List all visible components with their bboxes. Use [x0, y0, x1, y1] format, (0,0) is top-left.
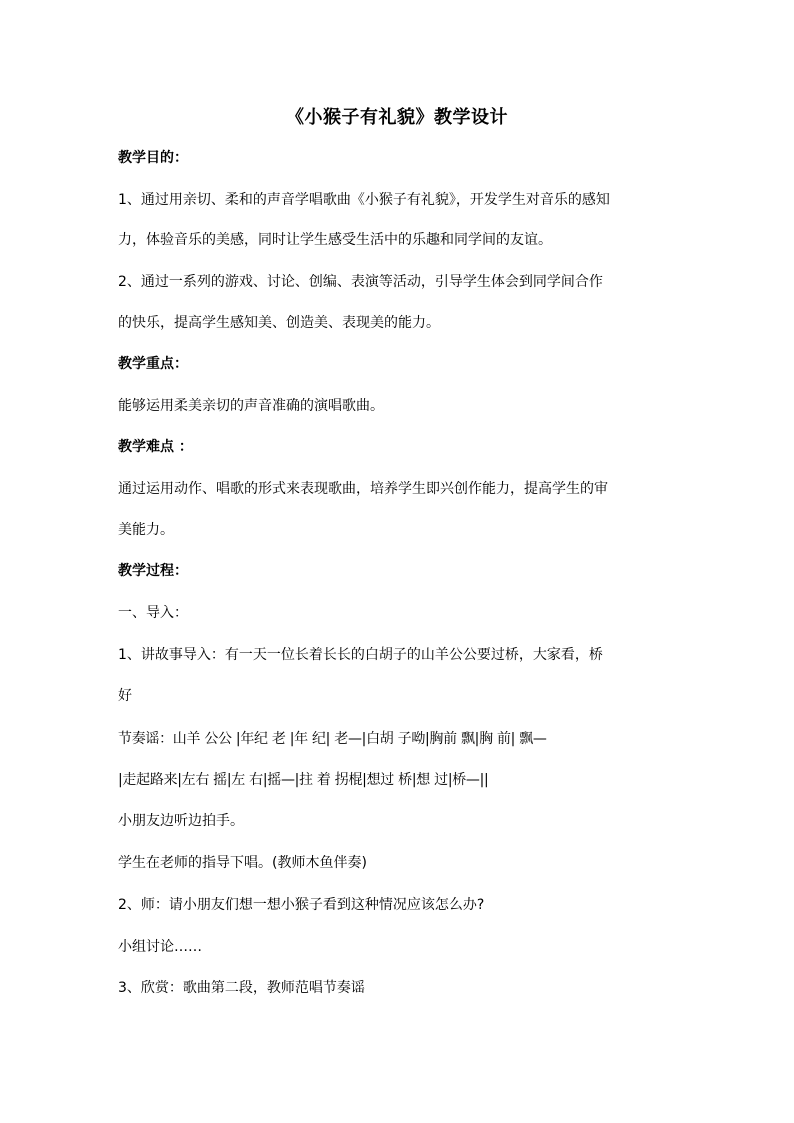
paragraph-line: 能够运用柔美亲切的声音准确的演唱歌曲。 [118, 398, 384, 414]
paragraph-line: 通过运用动作、唱歌的形式来表现歌曲，培养学生即兴创作能力，提高学生的审 [118, 481, 608, 497]
paragraph-line: 3、欣赏：歌曲第二段，教师范唱节奏谣 [118, 980, 365, 996]
paragraph-line: 小组讨论…… [118, 939, 202, 955]
paragraph-line: 2、师：请小朋友们想一想小猴子看到这种情况应该怎么办? [118, 897, 485, 913]
heading-teaching-goals: 教学目的： [118, 150, 188, 166]
heading-difficulties: 教学难点 ： [118, 439, 193, 455]
heading-key-points: 教学重点： [118, 356, 188, 372]
rhythm-line: |走起路来|左右 摇|左 右|摇—|拄 着 拐棍|想过 桥|想 过|桥—|| [118, 772, 489, 788]
paragraph-line: 1、通过用亲切、柔和的声音学唱歌曲《小猴子有礼貌》，开发学生对音乐的感知 [118, 192, 610, 208]
paragraph-line: 力，体验音乐的美感，同时让学生感受生活中的乐趣和同学间的友谊。 [118, 232, 552, 248]
document-title: 《小猴子有礼貌》教学设计 [286, 107, 508, 128]
paragraph-line: 好 [118, 688, 132, 704]
rhythm-line: 节奏谣：山羊 公公 |年纪 老 |年 纪| 老—|白胡 子呦|胸前 飘|胸 前| 飘— [118, 731, 547, 747]
paragraph-line: 1、讲故事导入：有一天一位长着长长的白胡子的山羊公公要过桥，大家看，桥 [118, 647, 603, 663]
paragraph-line: 小朋友边听边拍手。 [118, 813, 244, 829]
paragraph-line: 学生在老师的指导下唱。(教师木鱼伴奏) [118, 855, 367, 871]
heading-process: 教学过程： [118, 563, 188, 579]
paragraph-line: 的快乐，提高学生感知美、创造美、表现美的能力。 [118, 315, 440, 331]
paragraph-line: 2、通过一系列的游戏、讨论、创编、表演等活动，引导学生体会到同学间合作 [118, 274, 603, 290]
paragraph-line: 一、导入： [118, 605, 188, 621]
paragraph-line: 美能力。 [118, 522, 174, 538]
